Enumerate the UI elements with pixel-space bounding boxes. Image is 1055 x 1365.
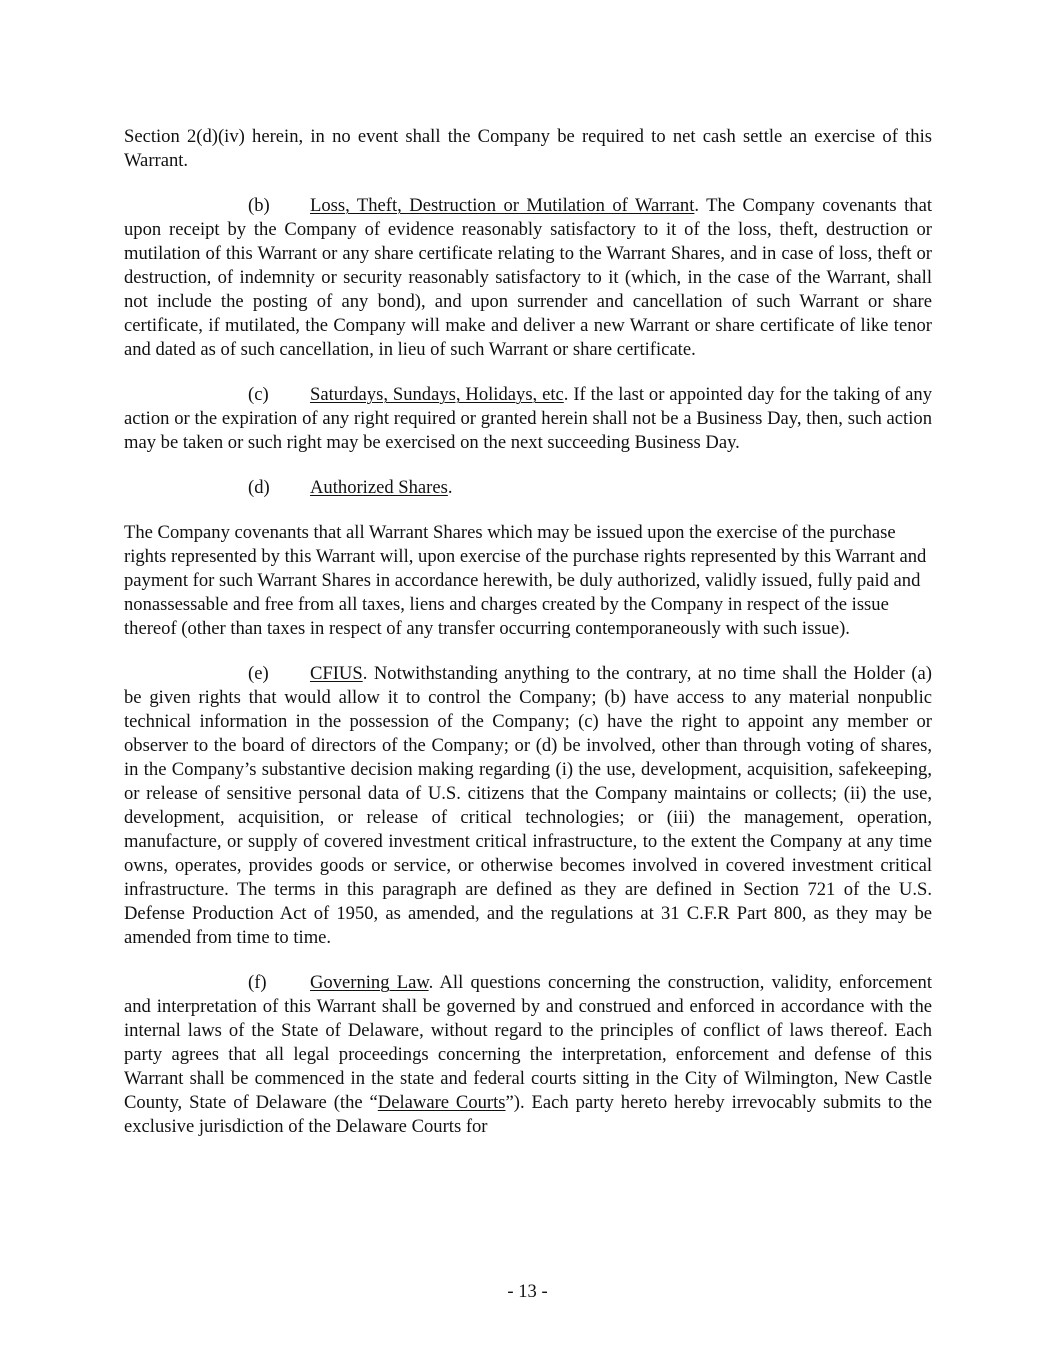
continuation-paragraph: Section 2(d)(iv) herein, in no event shall the Company be required to net cash settle an exercise of this Warrant. [124,126,932,171]
section-f-paragraph [124,971,932,1139]
section-b-heading: Loss, Theft, Destruction or Mutilation of Warrant [310,195,695,216]
section-e-text: . Notwithstanding anything to the contrary, at no time shall the Holder (a) be given rights that would allow it to control the Company; (b) have access to any material nonpublic technical information in the possession of the Company; (c) have the right to appoint any member or observer to the board of directors of the Company; or (d) be involved, other than through voting of shares, in the Company’s substantive decision making regarding (i) the use, development, acquisition, safekeeping, or release of sensitive personal data of U.S. citizens that the Company maintains or collects; (ii) the use, development, acquisition, or release of critical technologies; or (iii) the management, operation, manufacture, or supply of covered investment critical infrastructure, to the extent the Company at any time owns, operates, provides goods or service, or otherwise becomes involved in covered investment critical infrastructure. The terms in this paragraph are defined as they are defined in Section 721 of the U.S. Defense Production Act of 1950, as amended, and the regulations at 31 C.F.R Part 800, as they may be amended from time to time. [124,663,932,948]
section-f-text-2: ”). Each party hereto hereby irrevocably submits to the exclusive jurisdiction of the Delaware Courts for [124,1092,932,1137]
section-c-text: . If the last or appointed day for the taking of any action or the expiration of any right required or granted herein shall not be a Business Day, then, such action may be taken or such right may be exercised on the next succeeding Business Day. [124,384,932,453]
section-b-number: (b) [248,195,270,216]
section-d-number: (d) [248,477,270,498]
section-e-heading: CFIUS [310,663,363,684]
document-body [124,125,932,1139]
section-c-number: (c) [248,384,269,405]
page-number: - 13 - [507,1281,548,1302]
section-d-heading: Authorized Shares [310,477,448,498]
section-d-body-paragraph: The Company covenants that all Warrant Shares which may be issued upon the exercise of the purchase rights represented by this Warrant will, upon exercise of the purchase rights represented by this Warrant and payment for such Warrant Shares in accordance herewith, be duly authorized, validly issued, fully paid and nonassessable and free from all taxes, liens and charges created by the Company in respect of the issue thereof (other than taxes in respect of any transfer occurring contemporaneously with such issue). [124,522,927,639]
section-e-number: (e) [248,663,269,684]
delaware-courts-term: Delaware Courts [377,1092,506,1113]
section-f-text-1: . All questions concerning the construction, validity, enforcement and interpretation of this Warrant shall be governed by and construed and enforced in accordance with the internal laws of the State of Delaware, without regard to the principles of conflict of laws thereof. Each party agrees that all legal proceedings concerning the interpretation, enforcement and defense of this Warrant shall be commenced in the state and federal courts sitting in the City of Wilmington, New Castle County, State of Delaware (the “ [124,972,932,1113]
section-e-paragraph [124,662,932,950]
section-d-text: . [447,477,453,498]
section-f-number: (f) [248,972,267,993]
section-c-heading: Saturdays, Sundays, Holidays, etc [310,384,564,405]
section-d-paragraph [124,476,932,500]
section-f-heading: Governing Law [310,972,429,993]
section-b-text: . The Company covenants that upon receipt by the Company of evidence reasonably satisfactory to it of the loss, theft, destruction or mutilation of this Warrant or any share certificate relating to the Warrant Shares, and in case of loss, theft or destruction, of indemnity or security reasonably satisfactory to it (which, in the case of the Warrant, shall not include the posting of any bond), and upon surrender and cancellation of such Warrant or share certificate, if mutilated, the Company will make and deliver a new Warrant or share certificate of like tenor and dated as of such cancellation, in lieu of such Warrant or share certificate. [124,195,932,360]
section-b-paragraph [124,194,932,362]
section-c-paragraph [124,383,932,455]
